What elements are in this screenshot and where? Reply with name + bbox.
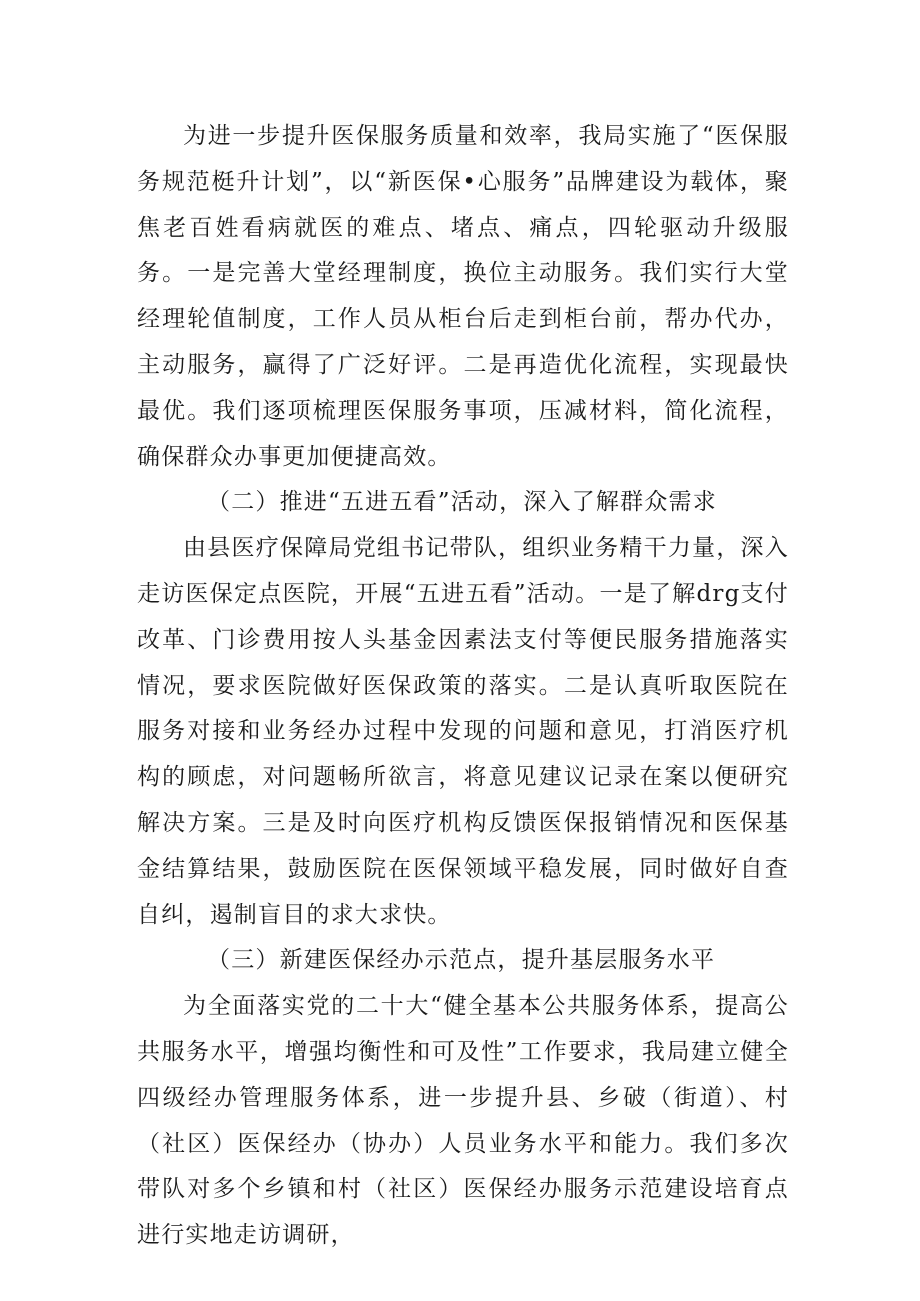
paragraph-demonstration-points: 为全面落实党的二十大“健全基本公共服务体系，提高公共服务水平，增强均衡性和可及性”工作要求，我局建立健全四级经办管理服务体系，进一步提升县、乡破（街道）、村（社区）医保经办（协办）人员业务水平和能力。我们多次带队对多个乡镇和村（社区）医保经办服务示范建设培育点进行实地走访调研， [137, 993, 789, 1249]
paragraph-service-quality: 为进一步提升医保服务质量和效率，我局实施了“医保服务规范梃升计划”，以“新医保•心服务”品牌建设为载体，聚焦老百姓看病就医的难点、堵点、痛点，四轮驱动升级服务。一是完善大堂经理制度，换位主动服务。我们实行大堂经理轮值制度，工作人员从柜台后走到柜台前，帮办代办，主动服务，赢得了广泛好评。二是再造优化流程，实现最快最优。我们逐项梳理医保服务事项，压减材料，简化流程，确保群众办事更加便捷高效。 [137, 123, 789, 470]
paragraph-five-visits: 由县医疗保障局党组书记带队，组织业务精干力量，深入走访医保定点医院，开展“五进五看”活动。一是了解drg支付改革、门诊费用按人头基金因素法支付等便民服务措施落实情况，要求医院做好医保政策的落实。二是认真听取医院在服务对接和业务经办过程中发现的问题和意见，打消医疗机构的顾虑，对问题畅所欲言，将意见建议记录在案以便研究解决方案。三是及时向医疗机构反馈医保报销情况和医保基金结算结果，鼓励医院在医保领域平稳发展，同时做好自查自纠，遏制盲目的求大求快。 [137, 535, 789, 928]
document-body [137, 114, 789, 1259]
section-heading-demonstration-points: （三）新建医保经办示范点，提升基层服务水平 [207, 947, 716, 974]
section-heading-five-visits: （二）推进“五进五看”活动，深入了解群众需求 [207, 489, 717, 516]
